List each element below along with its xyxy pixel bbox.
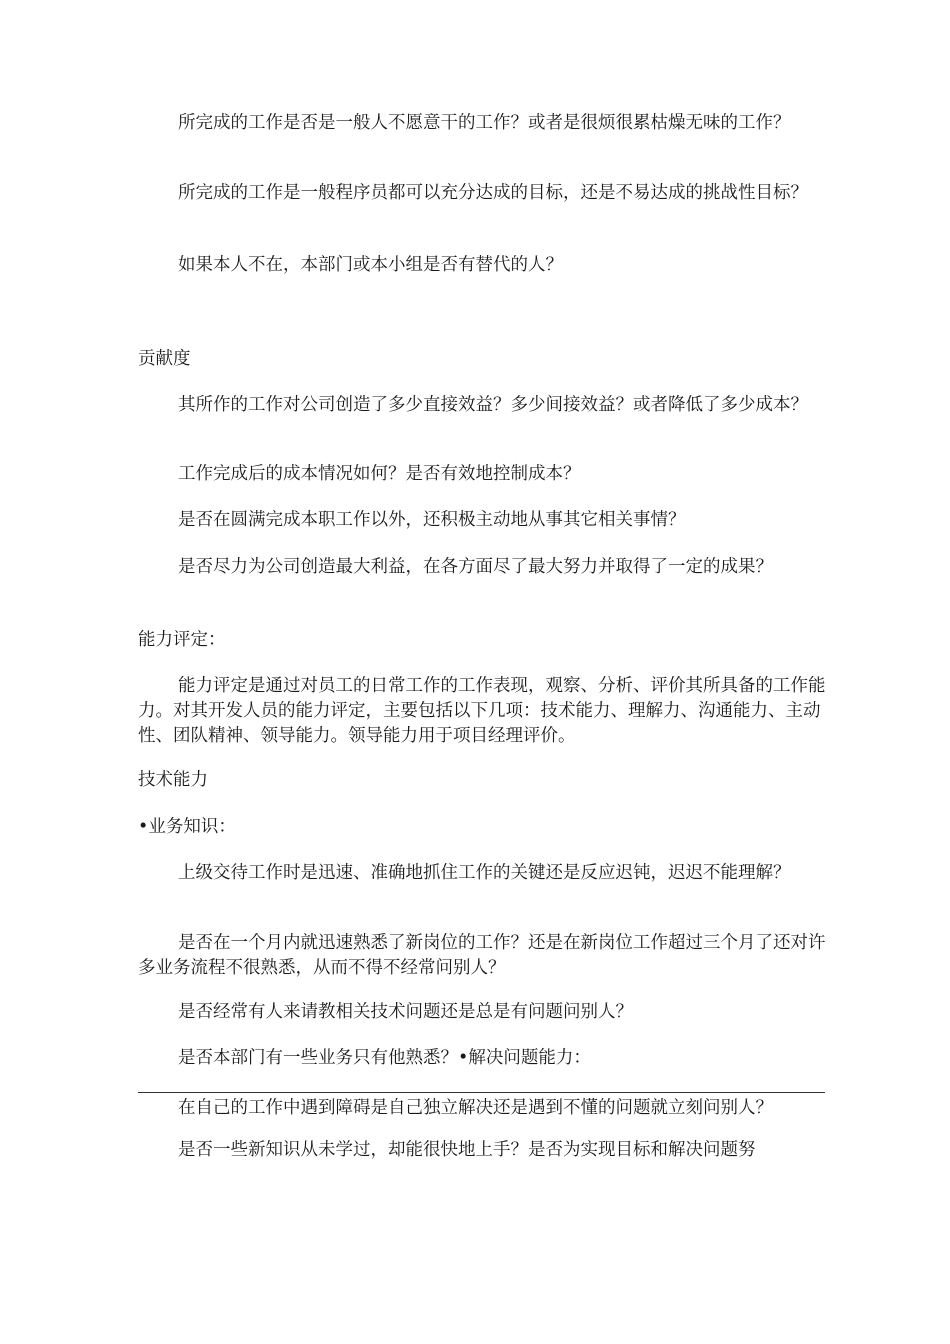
paragraph-question-understanding: 上级交待工作时是迅速、准确地抓住工作的关键还是反应迟钝，迟迟不能理解？ [178, 863, 791, 883]
paragraph-question-replacement: 如果本人不在，本部门或本小组是否有替代的人？ [178, 255, 563, 275]
paragraph-question-independent: 在自己的工作中遇到障碍是自己独立解决还是遇到不懂的问题就立刻问别人？ [178, 1098, 773, 1118]
paragraph-question-consulted: 是否经常有人来请教相关技术问题还是总是有问题问别人？ [178, 1002, 633, 1022]
paragraph-question-cost-control: 工作完成后的成本情况如何？是否有效地控制成本？ [178, 464, 581, 484]
paragraph-question-unique-knowledge: 是否本部门有一些业务只有他熟悉？•解决问题能力： [178, 1048, 591, 1068]
paragraph-question-initiative: 是否在圆满完成本职工作以外，还积极主动地从事其它相关事情？ [178, 510, 686, 530]
heading-technical-ability: 技术能力 [138, 770, 208, 790]
paragraph-question-familiarity: 是否在一个月内就迅速熟悉了新岗位的工作？还是在新岗位工作超过三个月了还对许多业务流程不很熟悉，从而不得不经常问别人？ [138, 933, 826, 978]
heading-ability-evaluation: 能力评定： [138, 630, 226, 650]
horizontal-divider [138, 1092, 825, 1093]
subheading-business-knowledge: •业务知识： [138, 817, 236, 837]
paragraph-question-max-effort: 是否尽力为公司创造最大利益，在各方面尽了最大努力并取得了一定的成果？ [178, 557, 773, 577]
heading-contribution: 贡献度 [138, 349, 191, 369]
paragraph-question-benefit: 其所作的工作对公司创造了多少直接效益？多少间接效益？或者降低了多少成本？ [178, 395, 808, 415]
paragraph-question-learning: 是否一些新知识从未学过，却能很快地上手？是否为实现目标和解决问题努 [178, 1140, 756, 1160]
paragraph-question-challenge-goal: 所完成的工作是一般程序员都可以充分达成的目标，还是不易达成的挑战性目标？ [178, 183, 808, 203]
paragraph-ability-intro: 能力评定是通过对员工的日常工作的工作表现，观察、分析、评价其所具备的工作能力。对其开发人员的能力评定，主要包括以下几项：技术能力、理解力、沟通能力、主动性、团队精神、领导能力。领导能力用于项目经理评价。 [138, 676, 826, 746]
paragraph-question-unwanted-work: 所完成的工作是否是一般人不愿意干的工作？或者是很烦很累枯燥无味的工作？ [178, 113, 791, 133]
